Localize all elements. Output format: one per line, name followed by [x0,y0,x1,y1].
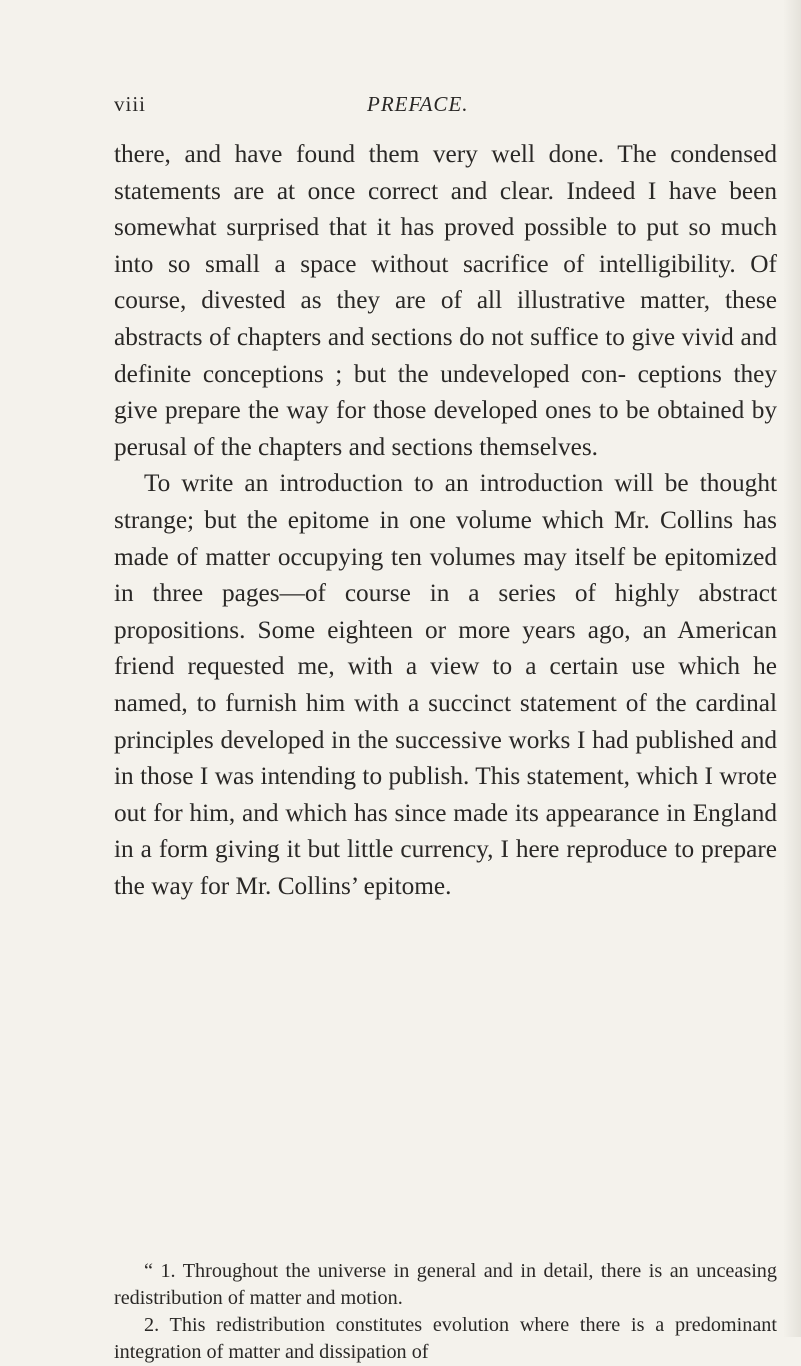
running-head [114,92,654,120]
body-text [114,136,777,904]
paragraph-continued: there, and have found them very well done. The condensed statements are at once correct and clear. Indeed I have been somewhat surprised that it has proved possible to put so much into so small a space without sacrifice of intelligibility. Of course, divested as they are of all illustrative matter, these abstracts of chapters and sections do not suffice to give vivid and definite conceptions ; but the undeveloped con- ceptions they give prepare the way for those developed ones to be obtained by perusal of the chapters and sections themselves. [114,140,777,461]
paragraph-introduction: To write an introduction to an introduction will be thought strange; but the epitome in one volume which Mr. Collins has made of matter occupying ten volumes may itself be epitomized in three pages—of course in a series of highly abstract propositions. Some eighteen or more years ago, an American friend requested me, with a view to a certain use which he named, to furnish him with a succinct statement of the cardinal principles developed in the successive works I had published and in those I was intending to publish. This statement, which I wrote out for him, and which has since made its appearance in England in a form giving it but little currency, I here reproduce to prepare the way for Mr. Collins’ epitome. [114,469,777,900]
proposition-2: 2. This redistribution constitutes evolution where there is a predominant integration of matter and dissipation of [114,1314,777,1363]
proposition-1: “ 1. Throughout the universe in general and in detail, there is an unceasing redistribution of matter and motion. [114,1260,777,1309]
page-edge-shadow [783,0,801,1337]
running-title: PREFACE. [367,92,469,116]
page-number: viii [114,92,147,116]
quoted-propositions [114,1258,777,1366]
